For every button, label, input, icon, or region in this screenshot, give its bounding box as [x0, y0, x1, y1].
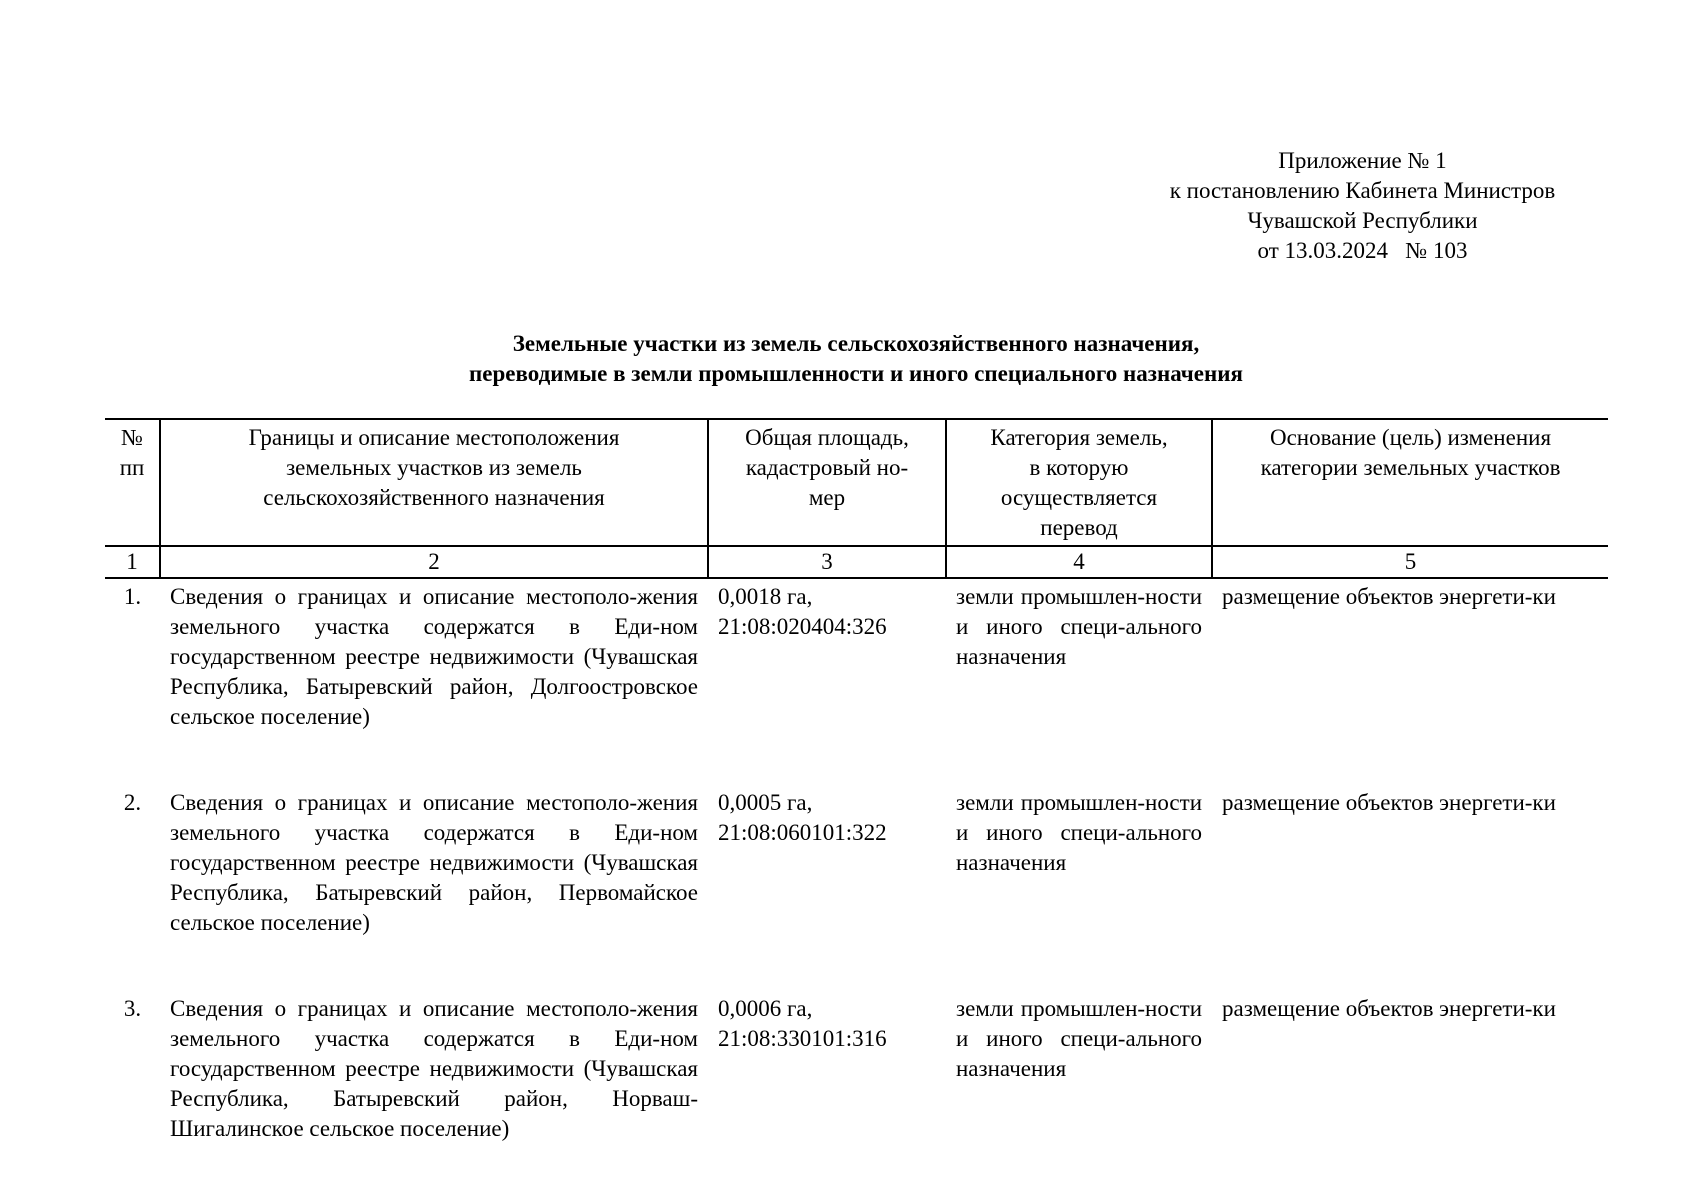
- attachment-block: [1100, 146, 1625, 266]
- column-number: 2: [160, 546, 708, 578]
- land-plots-table: [105, 418, 1608, 1197]
- row-number: 2.: [123, 790, 142, 815]
- column-numbers-row: [105, 546, 1608, 578]
- header-number: № пп: [105, 419, 160, 546]
- row-category: земли промышлен-ности и иного специ-ального назначения: [956, 584, 1202, 669]
- row-number: 3.: [123, 996, 142, 1021]
- column-number: 5: [1212, 546, 1608, 578]
- document-title-line-1: Земельные участки из земель сельскохозяйственного назначения,: [512, 331, 1200, 356]
- row-area-cadastral: 0,0006 га, 21:08:330101:316: [718, 996, 887, 1051]
- row-number: 1.: [123, 584, 142, 609]
- header-description: Границы и описание местоположения земельных участков из земель сельскохозяйственного назначения: [160, 419, 708, 546]
- row-description: Сведения о границах и описание местополо-жения земельного участка содержатся в Еди-ном государственном реестре недвижимости (Чувашская Республика, Батыревский район, Первомайское сельское поселение): [170, 790, 698, 935]
- document-title: [0, 329, 1697, 389]
- row-basis: размещение объектов энергети-ки: [1222, 584, 1556, 609]
- row-area-cadastral: 0,0005 га, 21:08:060101:322: [718, 790, 887, 845]
- row-description: Сведения о границах и описание местополо-жения земельного участка содержатся в Еди-ном государственном реестре недвижимости (Чувашская Республика, Батыревский район, Долгоостровское сельское поселение): [170, 584, 698, 729]
- column-number: 1: [105, 546, 160, 578]
- table-row: [105, 578, 1608, 785]
- row-category: земли промышлен-ности и иного специ-ального назначения: [956, 996, 1202, 1081]
- row-area-cadastral: 0,0018 га, 21:08:020404:326: [718, 584, 887, 639]
- header-category: Категория земель, в которую осуществляется перевод: [946, 419, 1212, 546]
- header-basis: Основание (цель) изменения категории земельных участков: [1212, 419, 1608, 546]
- row-basis: размещение объектов энергети-ки: [1222, 996, 1556, 1021]
- row-basis: размещение объектов энергети-ки: [1222, 790, 1556, 815]
- row-description: Сведения о границах и описание местополо-жения земельного участка содержатся в Еди-ном государственном реестре недвижимости (Чувашская Республика, Батыревский район, Норваш-Шигалинское сельское поселение): [170, 996, 698, 1141]
- column-number: 3: [708, 546, 946, 578]
- column-number: 4: [946, 546, 1212, 578]
- table-row: [105, 785, 1608, 991]
- table-header-row: [105, 419, 1608, 546]
- attachment-republic: Чувашской Республики: [1247, 208, 1478, 233]
- attachment-title: Приложение № 1: [1278, 148, 1447, 173]
- table-row: [105, 991, 1608, 1197]
- document-title-line-2: переводимые в земли промышленности и иного специального назначения: [469, 361, 1243, 386]
- row-category: земли промышлен-ности и иного специ-ального назначения: [956, 790, 1202, 875]
- attachment-resolution: к постановлению Кабинета Министров: [1169, 178, 1556, 203]
- attachment-date-number: от 13.03.2024 № 103: [1257, 238, 1468, 263]
- header-area: Общая площадь, кадастровый но- мер: [708, 419, 946, 546]
